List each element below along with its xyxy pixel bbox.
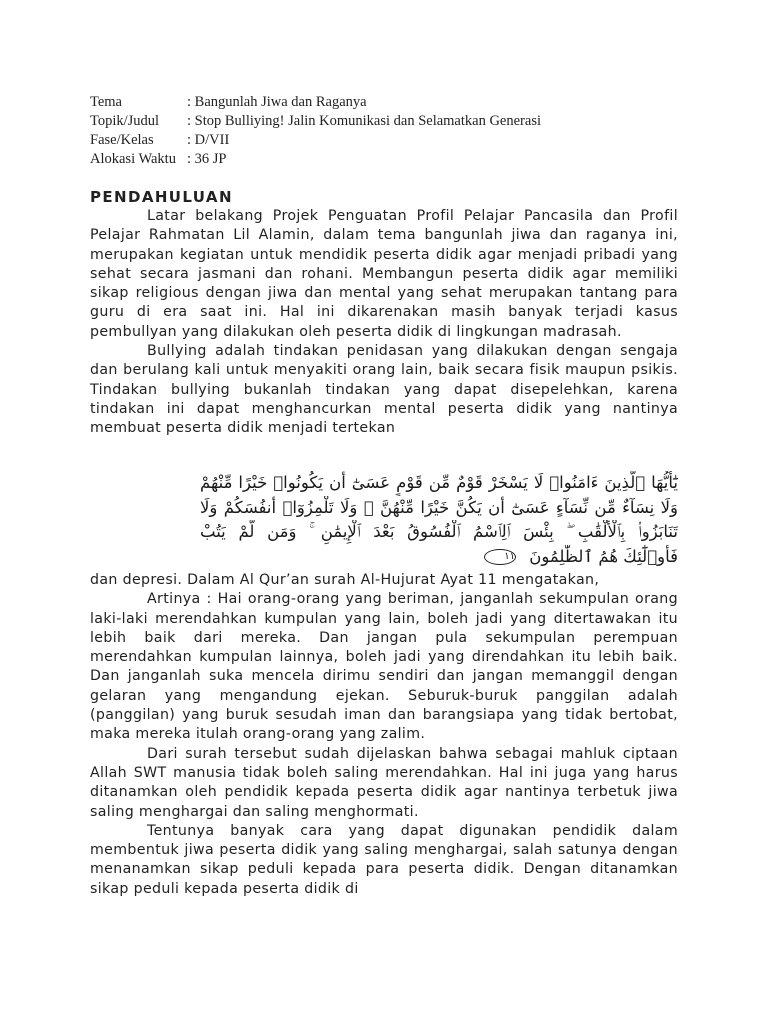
meta-row-theme <box>90 93 541 112</box>
paragraph-translation: Artinya : Hai orang-orang yang beriman, janganlah sekumpulan orang laki-laki merendahkan kumpulan yang lain, boleh jadi yang ditertawakan itu lebih baik dari mereka. Dan jangan pula sekumpulan perempuan merendahkan kumpulan lainnya, boleh jadi yang direndahkan itu lebih baik. Dan janganlah suka mencela dirimu sendiri dan jangan memanggil dengan gelaran yang mengandung ejekan. Seburuk-buruk panggilan adalah (panggilan) yang buruk sesudah iman dan barangsiapa yang tidak bertobat, maka mereka itulah orang-orang yang zalim. <box>90 591 678 743</box>
verse-line: وَلَا نِسَآءٌ مِّن نِّسَآءٍ عَسَىٰٓ أَن يَكُنَّ خَيْرًا مِّنْهُنَّ ۖ وَلَا تَلْمِزُوٓا۟ أَنفُسَكُمْ وَلَا <box>200 497 678 517</box>
verse-line: يَٰٓأَيُّهَا ٱلَّذِينَ ءَامَنُوا۟ لَا يَسْخَرْ قَوْمٌ مِّن قَوْمٍ عَسَىٰٓ أَن يَكُونُوا۟ خَيْرًا مِّنْهُمْ <box>200 473 678 492</box>
section-heading: PENDAHULUAN <box>90 188 233 206</box>
paragraph: Latar belakang Projek Penguatan Profil Pelajar Pancasila dan Profil Pelajar Rahmatan Lil Alamin, dalam tema bangunlah jiwa dan raganya ini, merupakan kegiatan untuk mendidik peserta didik agar menjadi pribadi yang sehat secara jasmani dan rohani. Membangun peserta didik agar memiliki sikap religious dengan jiwa dan mental yang sehat merupakan tantang para guru di era saat ini. Hal ini dikarenakan masih banyak terjadi kasus pembullyan yang dilakukan oleh peserta didik di lingkungan madrasah. <box>90 208 678 340</box>
meta-value: : 36 JP <box>187 151 227 167</box>
meta-key: Topik/Judul <box>90 113 160 129</box>
meta-key: Alokasi Waktu <box>90 151 176 167</box>
verse-line-last <box>200 545 678 570</box>
meta-key: Tema <box>90 94 122 110</box>
paragraph: Dari surah tersebut sudah dijelaskan bahwa sebagai mahluk ciptaan Allah SWT manusia tidak boleh saling merendahkan. Hal ini juga yang harus ditanamkan oleh pendidik kepada peserta didik agar nantinya terbetuk jiwa saling menghargai dan saling menghormati. <box>90 745 678 820</box>
meta-key: Fase/Kelas <box>90 132 154 148</box>
verse-line: تَنَابَزُوا۟ بِٱلْأَلْقَٰبِ ۖ بِئْسَ ٱلِٱسْمُ ٱلْفُسُوقُ بَعْدَ ٱلْإِيمَٰنِ ۚ وَمَن لَّمْ يَتُبْ <box>200 522 678 541</box>
paragraph: Tentunya banyak cara yang dapat digunakan pendidik dalam membentuk jiwa peserta didik yang saling menghargai, salah satunya dengan menanamkan sikap peduli kepada para peserta didik. Dengan ditanamkan sikap peduli kepada peserta didik di <box>90 822 678 897</box>
meta-value: : Stop Bulliying! Jalin Komunikasi dan Selamatkan Generasi <box>187 113 541 129</box>
meta-row-time <box>90 150 541 169</box>
paragraph: Bullying adalah tindakan penidasan yang dilakukan dengan sengaja dan berulang kali untuk menyakiti orang lain, baik secara fisik maupun psikis. Tindakan bullying bukanlah tindakan yang dapat disepelehkan, karena tindakan ini dapat menghancurkan mental peserta didik yang nantinya membuat peserta didik menjadi tertekan <box>90 343 678 437</box>
paragraph: dan depresi. Dalam Al Qur’an surah Al-Hujurat Ayat 11 mengatakan, <box>90 572 600 588</box>
quran-verse <box>200 471 678 575</box>
meta-row-topic <box>90 112 541 131</box>
continuation-text <box>90 571 678 899</box>
intro-text <box>90 207 678 439</box>
ayah-number-marker: ١١ <box>484 549 516 565</box>
meta-value: : Bangunlah Jiwa dan Raganya <box>187 94 367 110</box>
meta-row-phase <box>90 131 541 150</box>
meta-value: : D/VII <box>187 132 230 148</box>
document-metadata <box>90 93 541 169</box>
verse-line-text: فَأُو۟لَٰٓئِكَ هُمُ ٱلظَّٰلِمُونَ <box>529 546 678 566</box>
